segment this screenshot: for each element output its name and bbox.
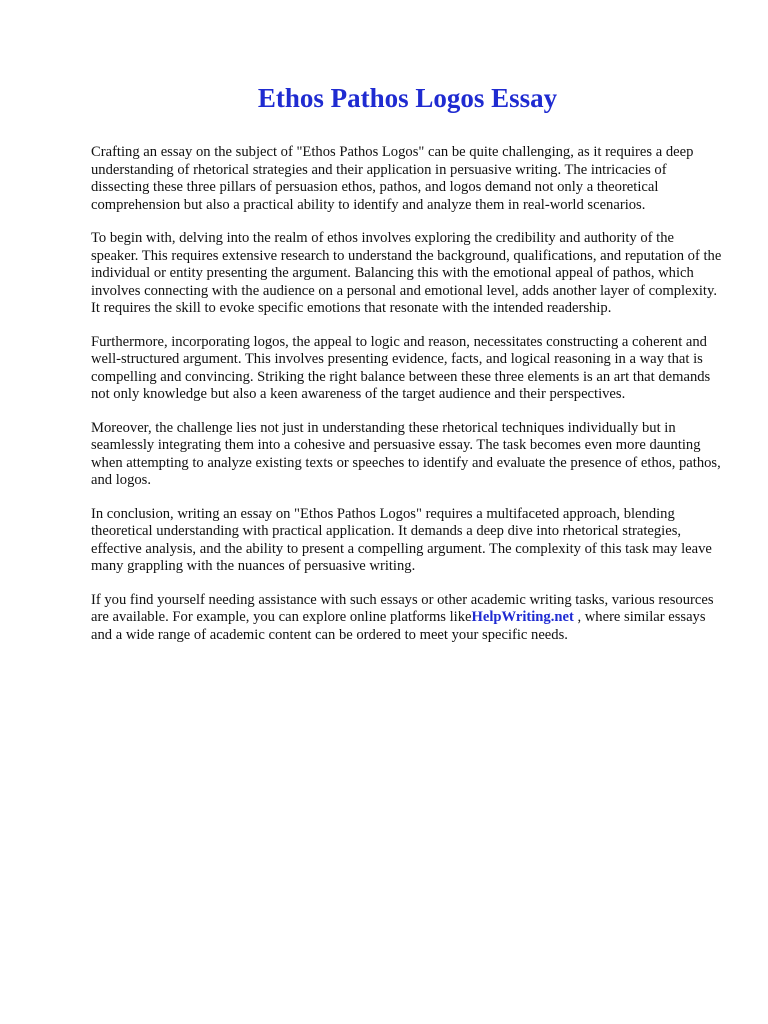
helpwriting-link[interactable]: HelpWriting.net	[471, 609, 574, 625]
paragraph-ethos-pathos: To begin with, delving into the realm of ethos involves exploring the credibility and authority of the speaker. This requires extensive research to understand the background, qualifications, and reputation of the individual or entity presenting the argument. Balancing this with the emotional appeal of pathos, which involves connecting with the audience on a personal and emotional level, adds another layer of complexity. It requires the skill to evoke specific emotions that resonate with the intended readership.	[91, 230, 722, 316]
paragraph-intro: Crafting an essay on the subject of "Ethos Pathos Logos" can be quite challenging, as it requires a deep understanding of rhetorical strategies and their application in persuasive writing. The intricacies of dissecting these three pillars of persuasion ethos, pathos, and logos demand not only a theoretical comprehension but also a practical ability to identify and analyze them in real-world scenarios.	[91, 144, 694, 213]
paragraph-resources	[91, 592, 724, 645]
paragraph-conclusion: In conclusion, writing an essay on "Ethos Pathos Logos" requires a multifaceted approach, blending theoretical understanding with practical application. It demands a deep dive into rhetorical strategies, effective analysis, and the ability to present a compelling argument. The complexity of this task may leave many grappling with the nuances of persuasive writing.	[91, 505, 712, 574]
paragraph-logos: Furthermore, incorporating logos, the appeal to logic and reason, necessitates constructing a coherent and well-structured argument. This involves presenting evidence, facts, and logical reasoning in a way that is compelling and convincing. Striking the right balance between these three elements is an art that demands not only knowledge but also a keen awareness of the target audience and their perspectives.	[91, 333, 711, 402]
paragraph-integration: Moreover, the challenge lies not just in understanding these rhetorical techniques individually but in seamlessly integrating them into a cohesive and persuasive essay. The task becomes even more daunting when attempting to analyze existing texts or speeches to identify and evaluate the presence of ethos, pathos, and logos.	[91, 419, 721, 488]
resources-text-after-link: , where similar essays and a wide range of academic content can be ordered to meet your specific needs.	[91, 609, 706, 643]
document-title: Ethos Pathos Logos Essay	[257, 83, 558, 113]
resources-text-before-link: If you find yourself needing assistance with such essays or other academic writing tasks, various resources are available. For example, you can explore online platforms like	[91, 591, 714, 625]
document-body	[91, 144, 724, 644]
